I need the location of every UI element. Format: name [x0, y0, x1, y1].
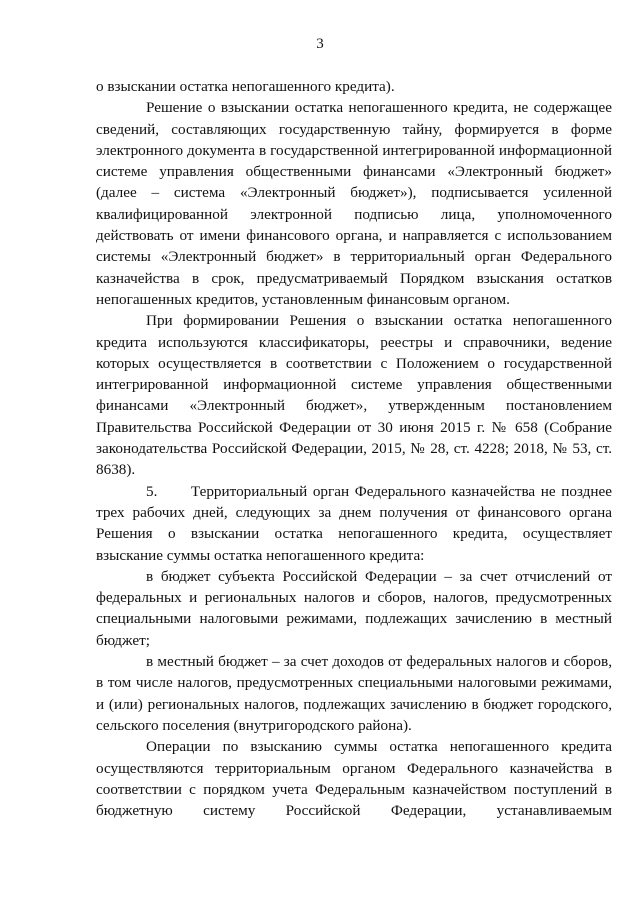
paragraph: в бюджет субъекта Российской Федерации – за счет отчислений от федеральных и региональных налогов и сборов, налогов, предусмотренных специальными налоговыми режимами, подлежащих зачислению в местный бюджет; [96, 567, 612, 649]
paragraph: в местный бюджет – за счет доходов от федеральных налогов и сборов, в том числе налогов, предусмотренных специальными налоговыми режимами, и (или) региональных налогов, подлежащих зачислению в бюджет городского, сельского поселения (внутригородского района). [96, 653, 612, 734]
paragraph: Операции по взысканию суммы остатка непогашенного кредита осуществляются территориальным органом Федерального казначейства в соответствии с порядком учета Федеральным казначейством поступлений в бюджетную систему Российской Федерации, устанавливаемым [96, 738, 612, 820]
paragraph: При формировании Решения о взыскании остатка непогашенного кредита используются классификаторы, реестры и справочники, ведение которых осуществляется в соответствии с Положением о государственной интегрированной информационной системе управления общественными финансами «Электронный бюджет», утвержденным постановлением Правительства Российской Федерации от 30 июня 2015 г. № 658 (Собрание законодательства Российской Федерации, 2015, № 28, ст. 4228; 2018, № 53, ст. 8638). [96, 312, 612, 479]
numbered-paragraph: 5. Территориальный орган Федерального казначейства не позднее трех рабочих дней, следующих за днем получения от финансового органа Решения о взыскании остатка непогашенного кредита, осуществляет взыскание суммы остатка непогашенного кредита: [96, 482, 612, 564]
page-number: 3 [316, 36, 324, 52]
paragraph: Решение о взыскании остатка непогашенного кредита, не содержащее сведений, составляющих государственную тайну, формируется в форме электронного документа в государственной интегрированной информационной системе управления общественными финансами «Электронный бюджет» (далее – система «Электронный бюджет»), подписывается усиленной квалифицированной электронной подписью лица, уполномоченного действовать от имени финансового органа, и направляется с использованием системы «Электронный бюджет» в территориальный орган Федерального казначейства в срок, предусматриваемый Порядком взыскания остатков непогашенных кредитов, установленным финансовым органом. [96, 99, 612, 308]
document-body [96, 76, 612, 821]
paragraph: о взыскании остатка непогашенного кредита). [96, 78, 395, 95]
